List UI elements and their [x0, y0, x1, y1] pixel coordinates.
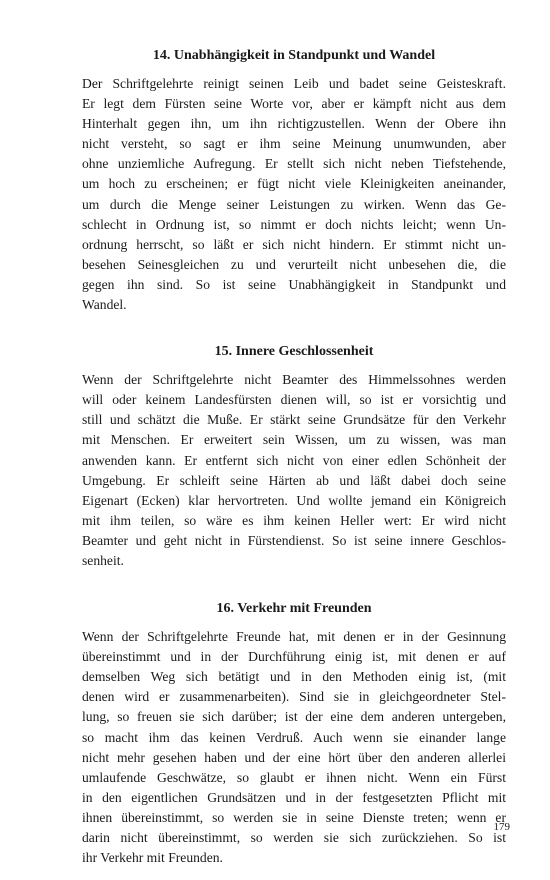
text-line: will oder keinem Landesfürsten dienen will, so ist er vorsichtig und: [82, 392, 506, 408]
book-page: [82, 46, 506, 868]
text-line: darin nicht übereinstimmt, so werden sie sich zurückziehen. So ist: [82, 830, 506, 845]
text-line: nicht mehr gesehen haben und der eine hört über den anderen allerlei: [82, 749, 506, 765]
text-line: anwenden kann. Er entfernt sich nicht von einer edlen Schönheit der: [82, 452, 506, 468]
text-line: schlecht in Ordnung ist, so nimmt er doch nichts leicht; wenn Un-: [82, 216, 506, 232]
text-line: mit ihm teilen, so wäre es ihm keinen Heller wert: Er wird nicht: [82, 512, 506, 528]
text-line: lung, so freuen sie sich darüber; ist der eine dem anderen untergeben,: [82, 709, 506, 725]
text-line: ihr Verkehr mit Freunden.: [82, 850, 223, 866]
text-line: übereinstimmt und in der Durchführung einig ist, mit denen er auf: [82, 649, 506, 665]
text-line: Wandel.: [82, 297, 127, 313]
section-heading: 15. Innere Geschlossenheit: [214, 344, 374, 360]
text-line: demselben Weg sich betätigt und in den Methoden einig ist, (mit: [82, 669, 506, 685]
page-number: 179: [493, 821, 510, 833]
section-heading: 16. Verkehr mit Freunden: [216, 601, 372, 617]
section-spacer: [82, 571, 506, 599]
text-line: Wenn der Schriftgelehrte Freunde hat, mit denen er in der Gesinnung: [82, 629, 506, 645]
text-line: um hoch zu erscheinen; er fügt nicht viele Kleinigkeiten aneinander,: [82, 176, 506, 192]
section-paragraph: [82, 627, 506, 868]
text-line: ordnung herrscht, so läßt er sich nicht hindern. Er stimmt nicht un-: [82, 236, 506, 252]
text-line: Hinterhalt gegen ihn, um ihn richtigzustellen. Wenn der Obere ihn: [82, 116, 506, 132]
text-line: Eigenart (Ecken) klar hervortreten. Und wollte jemand ein Königreich: [82, 492, 506, 508]
text-line: Er legt dem Fürsten seine Worte vor, aber er kämpft nicht aus dem: [82, 96, 506, 112]
text-line: denen wird er zusammenarbeiten). Sind sie in gleichgeordneter Stel-: [82, 689, 506, 705]
section-14: [82, 46, 506, 315]
text-line: ohne unziemliche Aufregung. Er stellt sich nicht neben Tiefstehende,: [82, 156, 506, 172]
text-line: ihnen übereinstimmt, so werden sie in seine Dienste treten; wenn er: [82, 809, 506, 825]
text-line: nicht versteht, so sagt er ihm seine Meinung unumwunden, aber: [82, 136, 506, 152]
text-line: Wenn der Schriftgelehrte nicht Beamter des Himmelssohnes werden: [82, 372, 506, 388]
section-16: [82, 599, 506, 868]
text-line: um durch die Menge seiner Leistungen zu wirken. Wenn das Ge-: [82, 196, 506, 212]
section-15: [82, 342, 506, 571]
section-paragraph: [82, 74, 506, 315]
section-paragraph: [82, 370, 506, 571]
text-line: Umgebung. Er schleift seine Härten ab und läßt dabei doch seine: [82, 472, 506, 488]
text-line: so macht ihm das keinen Verdruß. Auch wenn sie einander lange: [82, 729, 506, 745]
text-line: in den eigentlichen Grundsätzen und in der festgesetzten Pflicht mit: [82, 789, 506, 805]
text-line: mit Menschen. Er erweitert sein Wissen, um zu wissen, was man: [82, 432, 506, 448]
section-heading: 14. Unabhängigkeit in Standpunkt und Wandel: [152, 48, 436, 63]
text-line: Der Schriftgelehrte reinigt seinen Leib und badet seine Geisteskraft.: [82, 76, 506, 91]
text-line: besehen Seinesgleichen zu und verurteilt nicht unbesehen die, die: [82, 256, 506, 272]
text-line: gegen ihn sind. So ist seine Unabhängigkeit in Standpunkt und: [82, 276, 506, 292]
text-line: Beamter und geht nicht in Fürstendienst. So ist seine innere Geschlos-: [82, 532, 506, 548]
text-line: still und schätzt die Muße. Er stärkt seine Grundsätze für den Verkehr: [82, 412, 506, 428]
section-spacer: [82, 315, 506, 342]
text-line: senheit.: [82, 552, 124, 568]
text-line: umlaufende Geschwätze, so glaubt er ihnen nicht. Wenn ein Fürst: [82, 769, 506, 785]
